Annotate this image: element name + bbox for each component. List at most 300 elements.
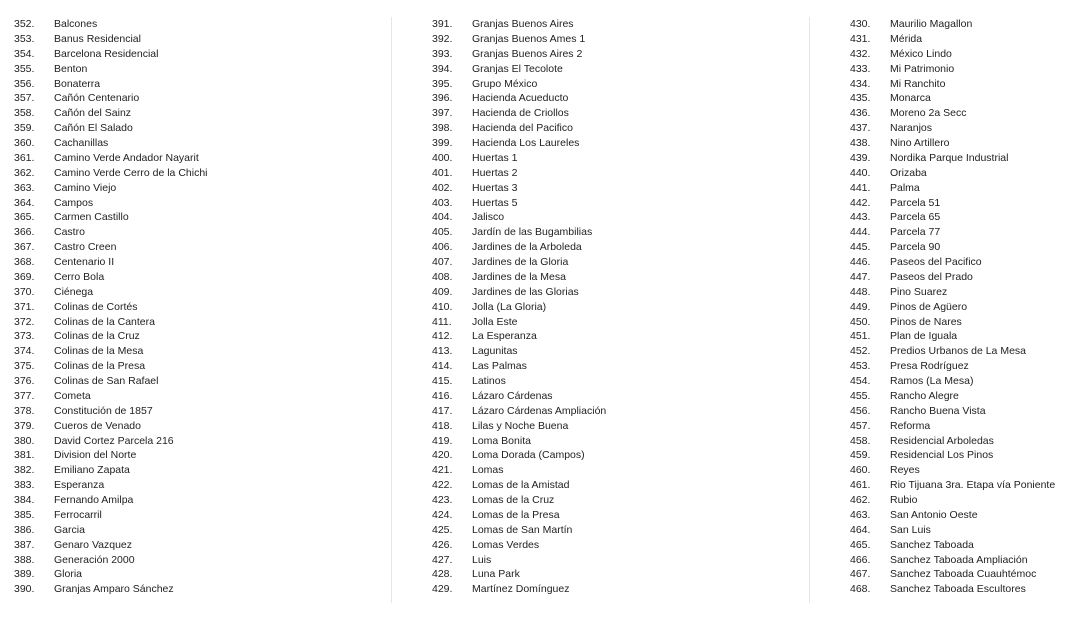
item-number: 465. — [850, 538, 871, 551]
list-item — [432, 567, 809, 582]
list-item — [432, 151, 809, 166]
list-item — [14, 196, 391, 211]
item-number: 390. — [14, 583, 35, 596]
item-number: 407. — [432, 256, 453, 268]
list-item — [850, 240, 1060, 255]
list-item — [14, 374, 391, 389]
list-item — [850, 434, 1060, 449]
list-item — [14, 166, 391, 181]
list-item — [14, 344, 391, 359]
item-name: Parcela 77 — [890, 226, 941, 239]
item-number: 401. — [432, 166, 453, 179]
list-item — [850, 567, 1060, 582]
item-name: Esperanza — [54, 479, 105, 492]
item-name: Moreno 2a Secc — [890, 107, 967, 120]
list-item — [432, 17, 809, 32]
item-name: Jardín de las Bugambilias — [472, 226, 593, 239]
item-name: Cañón El Salado — [54, 122, 133, 135]
list-item — [850, 121, 1060, 136]
item-number: 409. — [432, 285, 453, 298]
item-name: Huertas 5 — [472, 196, 518, 209]
item-name: Camino Viejo — [54, 181, 117, 194]
item-name: Maurilio Magallon — [890, 18, 973, 30]
list-item — [14, 315, 391, 330]
list-item — [850, 47, 1060, 62]
item-name: Lomas de la Presa — [472, 508, 560, 521]
item-number: 467. — [850, 568, 871, 581]
list-item — [432, 270, 809, 285]
item-number: 353. — [14, 32, 35, 45]
item-number: 437. — [850, 122, 871, 135]
list-item — [14, 225, 391, 240]
item-name: Las Palmas — [472, 360, 527, 373]
list-item — [14, 17, 391, 32]
item-name: Presa Rodríguez — [890, 360, 969, 373]
list-item — [14, 448, 391, 463]
item-number: 411. — [432, 315, 452, 328]
item-number: 361. — [14, 151, 35, 164]
list-item — [850, 17, 1060, 32]
item-number: 405. — [432, 226, 453, 239]
list-item — [432, 210, 809, 225]
list-item — [14, 285, 391, 300]
list-item — [432, 121, 809, 136]
list-item — [850, 582, 1060, 597]
list-item — [432, 523, 809, 538]
item-number: 456. — [850, 404, 871, 417]
item-name: Division del Norte — [54, 449, 137, 462]
item-name: Parcela 51 — [890, 196, 941, 209]
list-item — [14, 91, 391, 106]
item-number: 436. — [850, 107, 871, 120]
list-item — [850, 374, 1060, 389]
item-name: Monarca — [890, 92, 931, 105]
item-name: Huertas 1 — [472, 151, 518, 164]
list-item — [14, 240, 391, 255]
item-number: 391. — [432, 18, 453, 30]
item-number: 393. — [432, 47, 453, 60]
item-number: 418. — [432, 419, 453, 432]
item-number: 441. — [850, 181, 871, 194]
list-item — [850, 389, 1060, 404]
list-item — [432, 285, 809, 300]
item-number: 377. — [14, 389, 35, 402]
item-name: Campos — [54, 196, 94, 209]
list-item — [850, 508, 1060, 523]
item-number: 376. — [14, 375, 35, 387]
list-item — [432, 448, 809, 463]
list-item — [432, 166, 809, 181]
list-item — [14, 329, 391, 344]
list-item — [432, 106, 809, 121]
list-item — [14, 359, 391, 374]
item-number: 352. — [14, 18, 35, 30]
item-number: 360. — [14, 137, 35, 149]
item-name: Sanchez Taboada Escultores — [890, 583, 1026, 596]
item-name: México Lindo — [890, 47, 952, 60]
item-number: 442. — [850, 196, 871, 209]
list-item — [14, 434, 391, 449]
item-name: Lázaro Cárdenas Ampliación — [472, 404, 607, 417]
list-item — [14, 582, 391, 597]
item-name: Plan de Iguala — [890, 330, 958, 343]
item-name: La Esperanza — [472, 330, 537, 343]
item-name: Lomas — [472, 464, 504, 477]
list-item — [432, 389, 809, 404]
list-item — [14, 478, 391, 493]
list-item — [14, 567, 391, 582]
item-name: Mi Patrimonio — [890, 62, 955, 75]
item-number: 383. — [14, 479, 35, 492]
list-item — [14, 300, 391, 315]
item-number: 414. — [432, 360, 453, 373]
item-number: 404. — [432, 211, 453, 224]
item-name: San Luis — [890, 523, 931, 536]
list-item — [850, 196, 1060, 211]
item-number: 466. — [850, 553, 871, 566]
item-name: Huertas 3 — [472, 181, 518, 194]
item-name: Latinos — [472, 375, 506, 387]
list-item — [14, 77, 391, 92]
item-name: Constitución de 1857 — [54, 404, 153, 417]
list-item — [14, 404, 391, 419]
item-number: 375. — [14, 360, 35, 373]
list-item — [850, 404, 1060, 419]
item-name: Paseos del Prado — [890, 270, 973, 283]
item-name: Huertas 2 — [472, 166, 518, 179]
item-name: Granjas Buenos Ames 1 — [472, 32, 586, 45]
item-name: Carmen Castillo — [54, 211, 129, 224]
item-name: Camino Verde Cerro de la Chichi — [54, 166, 208, 179]
list-item — [432, 300, 809, 315]
neighborhood-list — [0, 17, 1068, 603]
item-number: 434. — [850, 77, 871, 90]
list-item — [14, 255, 391, 270]
item-name: Garcia — [54, 523, 85, 536]
list-item — [432, 434, 809, 449]
item-number: 365. — [14, 211, 35, 224]
item-name: Sanchez Taboada — [890, 538, 974, 551]
list-item — [432, 32, 809, 47]
item-name: Lilas y Noche Buena — [472, 419, 569, 432]
list-item — [850, 344, 1060, 359]
item-name: Cachanillas — [54, 137, 109, 149]
item-number: 355. — [14, 62, 35, 75]
item-name: Emiliano Zapata — [54, 464, 130, 477]
item-name: David Cortez Parcela 216 — [54, 434, 174, 447]
list-item — [14, 47, 391, 62]
list-item — [432, 225, 809, 240]
list-item — [432, 404, 809, 419]
item-number: 440. — [850, 166, 871, 179]
item-number: 403. — [432, 196, 453, 209]
item-number: 368. — [14, 256, 35, 268]
list-item — [14, 210, 391, 225]
item-number: 364. — [14, 196, 35, 209]
item-number: 468. — [850, 583, 871, 596]
item-name: Reyes — [890, 464, 920, 477]
item-number: 378. — [14, 404, 35, 417]
item-number: 420. — [432, 449, 453, 462]
item-name: Rancho Alegre — [890, 389, 959, 402]
item-name: Cerro Bola — [54, 270, 105, 283]
list-item — [850, 91, 1060, 106]
item-number: 381. — [14, 449, 35, 462]
list-item — [850, 255, 1060, 270]
list-item — [14, 389, 391, 404]
list-item — [432, 359, 809, 374]
item-number: 462. — [850, 494, 871, 506]
list-item — [850, 77, 1060, 92]
item-number: 453. — [850, 360, 871, 373]
item-number: 366. — [14, 226, 35, 239]
item-name: Hacienda del Pacifico — [472, 122, 573, 135]
item-number: 374. — [14, 345, 35, 358]
item-number: 419. — [432, 434, 453, 447]
item-number: 422. — [432, 479, 453, 492]
item-number: 386. — [14, 523, 35, 536]
item-number: 387. — [14, 538, 35, 551]
list-item — [14, 270, 391, 285]
item-number: 445. — [850, 241, 871, 254]
item-name: Luna Park — [472, 568, 520, 581]
item-number: 449. — [850, 300, 871, 313]
item-name: Hacienda Los Laureles — [472, 137, 580, 149]
item-name: Martínez Domínguez — [472, 583, 570, 596]
item-name: Benton — [54, 62, 88, 75]
list-item — [432, 419, 809, 434]
list-item — [432, 463, 809, 478]
item-name: Rancho Buena Vista — [890, 404, 986, 417]
item-name: Castro Creen — [54, 241, 117, 254]
item-name: Residencial Los Pinos — [890, 449, 994, 462]
item-number: 415. — [432, 375, 453, 387]
list-item — [850, 300, 1060, 315]
list-item — [14, 523, 391, 538]
column-divider — [391, 17, 392, 603]
item-number: 421. — [432, 464, 453, 477]
list-item — [14, 181, 391, 196]
item-name: Paseos del Pacifico — [890, 256, 982, 268]
item-name: San Antonio Oeste — [890, 508, 978, 521]
item-name: Mérida — [890, 32, 923, 45]
item-number: 392. — [432, 32, 453, 45]
list-item — [432, 181, 809, 196]
list-item — [850, 106, 1060, 121]
list-item — [850, 538, 1060, 553]
list-item — [850, 136, 1060, 151]
list-item — [14, 151, 391, 166]
item-name: Lagunitas — [472, 345, 518, 358]
item-number: 406. — [432, 241, 453, 254]
list-item — [432, 255, 809, 270]
item-number: 397. — [432, 107, 453, 120]
item-number: 463. — [850, 508, 871, 521]
list-item — [850, 523, 1060, 538]
item-number: 385. — [14, 508, 35, 521]
item-number: 438. — [850, 137, 871, 149]
item-name: Cueros de Venado — [54, 419, 141, 432]
item-number: 354. — [14, 47, 35, 60]
list-column-2 — [432, 17, 809, 603]
item-number: 429. — [432, 583, 453, 596]
item-number: 435. — [850, 92, 871, 105]
item-name: Predios Urbanos de La Mesa — [890, 345, 1026, 358]
list-item — [850, 478, 1060, 493]
item-number: 426. — [432, 538, 453, 551]
list-item — [432, 582, 809, 597]
list-item — [432, 329, 809, 344]
list-item — [850, 359, 1060, 374]
item-name: Hacienda Acueducto — [472, 92, 569, 105]
item-name: Reforma — [890, 419, 931, 432]
item-name: Granjas Buenos Aires 2 — [472, 47, 583, 60]
list-column-3 — [850, 17, 1060, 603]
item-name: Lázaro Cárdenas — [472, 389, 553, 402]
list-item — [14, 121, 391, 136]
column-divider — [809, 17, 810, 603]
item-number: 416. — [432, 389, 453, 402]
item-number: 461. — [850, 479, 871, 492]
item-number: 417. — [432, 404, 453, 417]
item-number: 373. — [14, 330, 35, 343]
item-name: Jolla (La Gloria) — [472, 300, 547, 313]
item-number: 379. — [14, 419, 35, 432]
item-number: 398. — [432, 122, 453, 135]
item-name: Granjas Buenos Aires — [472, 18, 574, 30]
list-item — [850, 62, 1060, 77]
item-number: 413. — [432, 345, 453, 358]
item-number: 432. — [850, 47, 871, 60]
item-name: Granjas El Tecolote — [472, 62, 563, 75]
item-number: 388. — [14, 553, 35, 566]
item-number: 389. — [14, 568, 35, 581]
item-number: 367. — [14, 241, 35, 254]
list-item — [850, 493, 1060, 508]
item-number: 395. — [432, 77, 453, 90]
list-item — [850, 32, 1060, 47]
item-number: 362. — [14, 166, 35, 179]
item-number: 451. — [850, 330, 871, 343]
list-item — [14, 62, 391, 77]
item-name: Colinas de San Rafael — [54, 375, 159, 387]
item-name: Colinas de la Presa — [54, 360, 146, 373]
list-item — [14, 463, 391, 478]
list-item — [850, 210, 1060, 225]
list-item — [850, 225, 1060, 240]
item-number: 450. — [850, 315, 871, 328]
item-number: 443. — [850, 211, 871, 224]
item-name: Jolla Este — [472, 315, 518, 328]
list-item — [432, 196, 809, 211]
item-name: Pino Suarez — [890, 285, 948, 298]
list-item — [432, 478, 809, 493]
item-number: 427. — [432, 553, 453, 566]
list-item — [432, 47, 809, 62]
item-name: Ferrocarril — [54, 508, 102, 521]
item-name: Granjas Amparo Sánchez — [54, 583, 174, 596]
list-item — [850, 315, 1060, 330]
item-number: 430. — [850, 18, 871, 30]
item-number: 399. — [432, 137, 453, 149]
item-name: Centenario II — [54, 256, 115, 268]
item-name: Cometa — [54, 389, 91, 402]
item-number: 444. — [850, 226, 871, 239]
item-number: 457. — [850, 419, 871, 432]
item-name: Castro — [54, 226, 85, 239]
item-number: 446. — [850, 256, 871, 268]
item-name: Colinas de Cortés — [54, 300, 138, 313]
item-number: 408. — [432, 270, 453, 283]
item-name: Lomas Verdes — [472, 538, 540, 551]
item-number: 394. — [432, 62, 453, 75]
item-number: 359. — [14, 122, 35, 135]
item-name: Orizaba — [890, 166, 927, 179]
item-name: Barcelona Residencial — [54, 47, 159, 60]
item-name: Lomas de la Amistad — [472, 479, 570, 492]
list-item — [14, 538, 391, 553]
item-name: Sanchez Taboada Ampliación — [890, 553, 1028, 566]
item-name: Naranjos — [890, 122, 933, 135]
item-name: Nino Artillero — [890, 137, 950, 149]
item-name: Loma Bonita — [472, 434, 531, 447]
list-item — [432, 553, 809, 568]
item-name: Mi Ranchito — [890, 77, 946, 90]
list-item — [432, 508, 809, 523]
list-item — [432, 91, 809, 106]
item-number: 410. — [432, 300, 453, 313]
item-name: Residencial Arboledas — [890, 434, 994, 447]
list-item — [850, 448, 1060, 463]
list-item — [850, 166, 1060, 181]
item-number: 464. — [850, 523, 871, 536]
item-name: Ramos (La Mesa) — [890, 375, 974, 387]
item-number: 452. — [850, 345, 871, 358]
item-number: 431. — [850, 32, 871, 45]
item-name: Sanchez Taboada Cuauhtémoc — [890, 568, 1037, 581]
item-name: Jardines de la Gloria — [472, 256, 569, 268]
item-name: Loma Dorada (Campos) — [472, 449, 585, 462]
item-name: Parcela 65 — [890, 211, 941, 224]
list-item — [850, 270, 1060, 285]
list-item — [432, 374, 809, 389]
item-name: Colinas de la Cantera — [54, 315, 155, 328]
item-number: 460. — [850, 464, 871, 477]
item-number: 380. — [14, 434, 35, 447]
item-name: Rio Tijuana 3ra. Etapa vía Poniente — [890, 479, 1056, 492]
item-name: Parcela 90 — [890, 241, 941, 254]
item-number: 370. — [14, 285, 35, 298]
item-number: 428. — [432, 568, 453, 581]
item-name: Pinos de Nares — [890, 315, 962, 328]
item-name: Lomas de la Cruz — [472, 494, 555, 506]
item-name: Jardines de la Mesa — [472, 270, 566, 283]
item-name: Banus Residencial — [54, 32, 141, 45]
list-item — [14, 32, 391, 47]
item-number: 357. — [14, 92, 35, 105]
item-number: 459. — [850, 449, 871, 462]
item-number: 369. — [14, 270, 35, 283]
list-item — [432, 538, 809, 553]
item-number: 424. — [432, 508, 453, 521]
list-item — [850, 151, 1060, 166]
item-name: Cañón Centenario — [54, 92, 140, 105]
item-name: Nordika Parque Industrial — [890, 151, 1009, 164]
item-number: 433. — [850, 62, 871, 75]
item-name: Lomas de San Martín — [472, 523, 573, 536]
item-name: Bonaterra — [54, 77, 101, 90]
list-item — [14, 493, 391, 508]
